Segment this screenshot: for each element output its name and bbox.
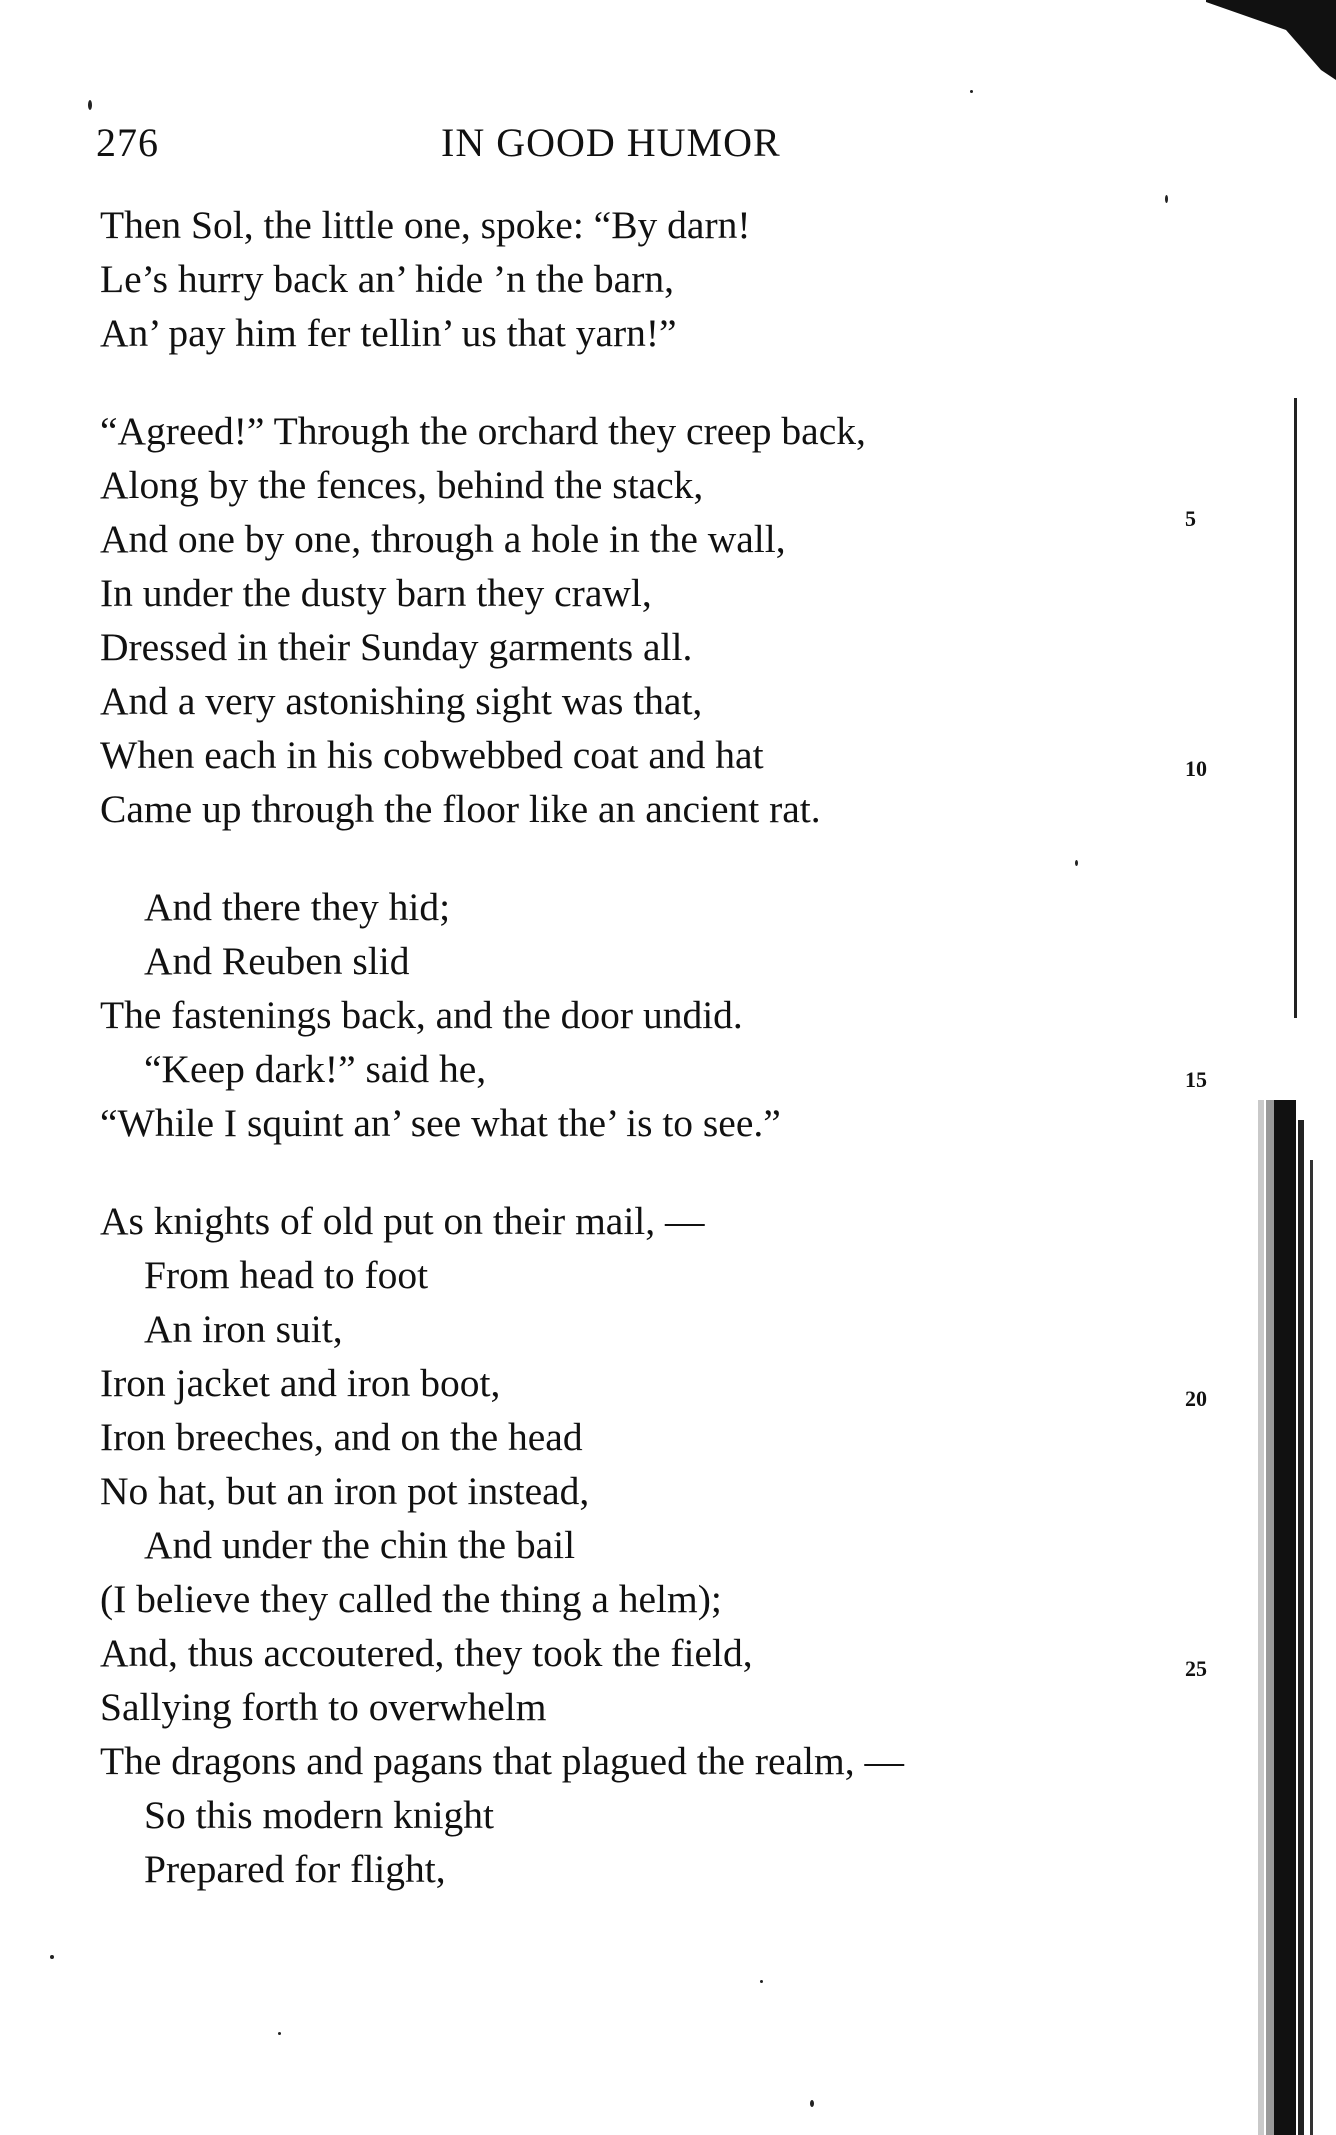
poem-line: “Keep dark!” said he, [144, 1047, 487, 1091]
poem-line: And one by one, through a hole in the wall, [100, 517, 786, 561]
scan-edge-line [1294, 398, 1297, 1018]
poem-body [100, 198, 1100, 1896]
poem-line: Sallying forth to overwhelm [100, 1685, 547, 1729]
poem-line: As knights of old put on their mail, — [100, 1199, 705, 1243]
running-head-title: IN GOOD HUMOR [441, 120, 781, 165]
poem-line: (I believe they called the thing a helm); [100, 1577, 722, 1621]
poem-line: When each in his cobwebbed coat and hat [100, 733, 764, 777]
poem-line: Le’s hurry back an’ hide ’n the barn, [100, 257, 674, 301]
line-number-5: 5 [1185, 506, 1196, 531]
poem-line: An’ pay him fer tellin’ us that yarn!” [100, 311, 677, 355]
poem-line: And Reuben slid [144, 939, 410, 983]
line-number-15: 15 [1185, 1067, 1207, 1092]
page-number: 276 [96, 120, 159, 165]
poem-line: From head to foot [144, 1253, 429, 1297]
scan-speck [810, 2100, 814, 2107]
poem-line: In under the dusty barn they crawl, [100, 571, 652, 615]
page-header [96, 118, 856, 168]
margin-line-numbers [1185, 0, 1245, 2135]
line-number-25: 25 [1185, 1656, 1207, 1681]
poem-line: And a very astonishing sight was that, [100, 679, 703, 723]
poem-line: Then Sol, the little one, spoke: “By darn! [100, 203, 751, 247]
poem-line: “While I squint an’ see what the’ is to see.” [100, 1101, 781, 1145]
stanza [100, 880, 1100, 1150]
scan-binding-shadow [1240, 1100, 1330, 2135]
line-number-20: 20 [1185, 1386, 1207, 1411]
poem-line: Iron jacket and iron boot, [100, 1361, 501, 1405]
poem-line: Along by the fences, behind the stack, [100, 463, 704, 507]
poem-line: The dragons and pagans that plagued the realm, — [100, 1739, 905, 1783]
stanza [100, 198, 1100, 360]
scan-speck [278, 2032, 281, 2035]
poem-line: The fastenings back, and the door undid. [100, 993, 743, 1037]
poem-line: Iron breeches, and on the head [100, 1415, 583, 1459]
stanza [100, 1194, 1100, 1896]
scan-speck [760, 1980, 763, 1983]
poem-line: Prepared for flight, [144, 1847, 446, 1891]
scan-speck [970, 90, 973, 93]
stanza [100, 404, 1100, 836]
poem-line: So this modern knight [144, 1793, 495, 1837]
poem-line: An iron suit, [144, 1307, 343, 1351]
poem-line: Came up through the floor like an ancient rat. [100, 787, 821, 831]
poem-line: And, thus accoutered, they took the field, [100, 1631, 753, 1675]
line-number-10: 10 [1185, 756, 1207, 781]
poem-line: And under the chin the bail [144, 1523, 576, 1567]
poem-line: No hat, but an iron pot instead, [100, 1469, 590, 1513]
poem-line: “Agreed!” Through the orchard they creep back, [100, 409, 866, 453]
scan-speck [50, 1955, 54, 1959]
poem-line: And there they hid; [144, 885, 451, 929]
poem-line: Dressed in their Sunday garments all. [100, 625, 693, 669]
scan-speck [88, 100, 92, 110]
scan-speck [1165, 195, 1168, 203]
